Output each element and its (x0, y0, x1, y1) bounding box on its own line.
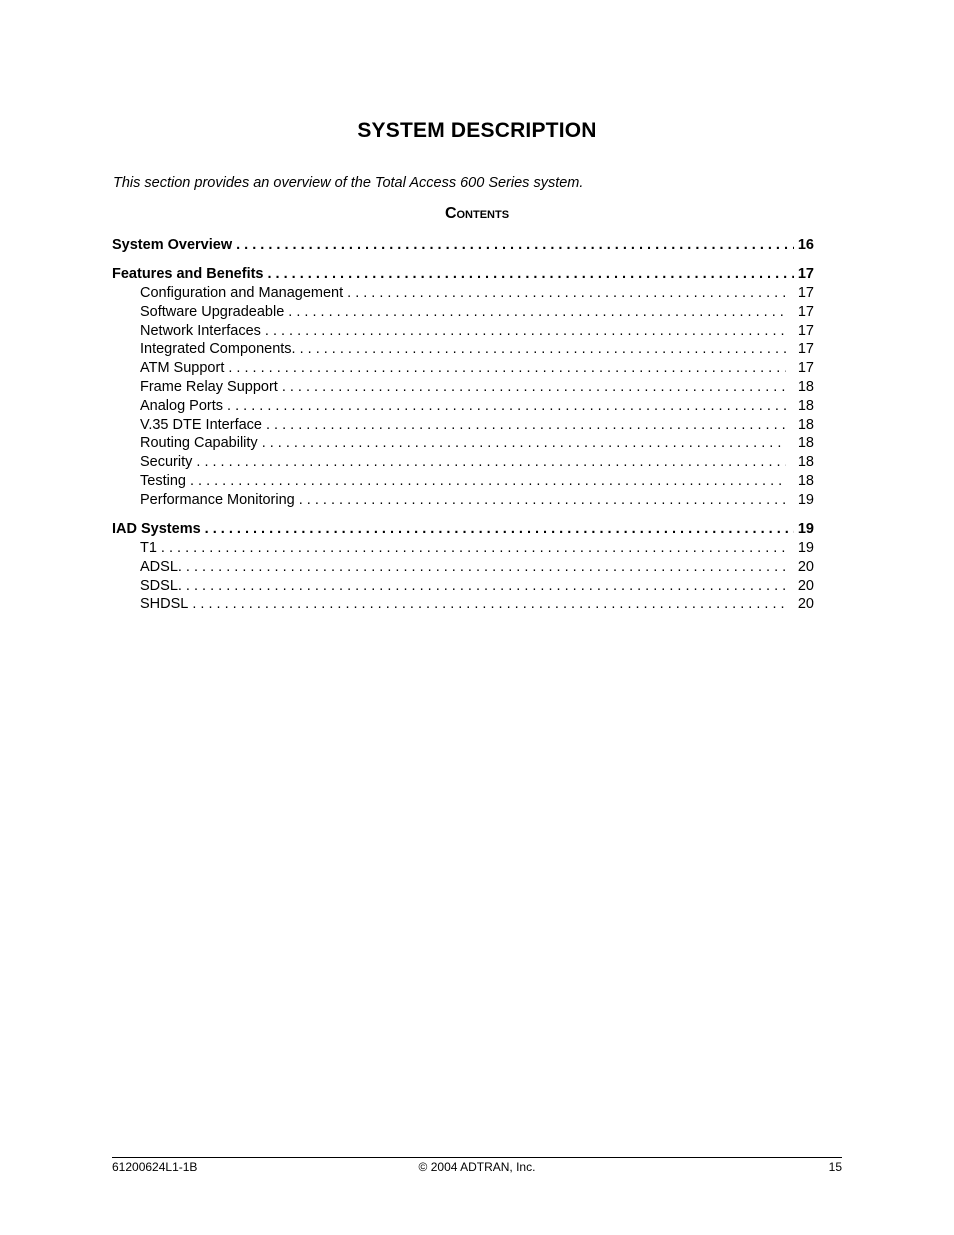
toc-entry-page: 19 (797, 539, 814, 556)
toc-entry-label: SDSL. (140, 577, 182, 594)
toc-spacer (112, 255, 814, 266)
toc-dot-leader (288, 303, 786, 322)
toc-dot-leader (268, 265, 794, 284)
toc-subsection-entry[interactable] (112, 303, 814, 322)
toc-subsection-entry[interactable] (112, 558, 814, 577)
toc-subsection-entry[interactable] (112, 322, 814, 341)
toc-dot-leader (300, 340, 786, 359)
contents-heading: Contents (444, 205, 510, 222)
toc-entry-label: V.35 DTE Interface (140, 416, 262, 433)
toc-entry-label: Frame Relay Support (140, 379, 278, 396)
toc-dot-leader (228, 359, 786, 378)
toc-entry-page: 19 (797, 491, 814, 508)
toc-subsection-entry[interactable] (112, 284, 814, 303)
toc-dot-leader (347, 284, 786, 303)
toc-entry-label: Configuration and Management (140, 285, 344, 302)
footer-page-number: 15 (828, 1160, 842, 1174)
toc-dot-leader (227, 397, 786, 416)
toc-entry-label: IAD Systems (112, 521, 201, 538)
toc-entry-label: Network Interfaces (140, 322, 261, 339)
toc-subsection-entry[interactable] (112, 595, 814, 614)
toc-entry-page: 18 (797, 397, 814, 414)
toc-entry-page: 18 (797, 473, 814, 490)
toc-entry-label: System Overview (112, 237, 233, 253)
toc-entry-label: Integrated Components. (140, 341, 296, 358)
toc-subsection-entry[interactable] (112, 340, 814, 359)
page-footer (112, 1160, 842, 1174)
toc-dot-leader (262, 434, 786, 453)
toc-entry-page: 16 (797, 237, 814, 253)
page-title: SYSTEM DESCRIPTION (357, 119, 597, 142)
toc-entry-label: SHDSL (140, 596, 189, 613)
toc-dot-leader (265, 322, 786, 341)
toc-dot-leader (192, 595, 786, 614)
toc-dot-leader (190, 472, 786, 491)
toc-entry-page: 18 (797, 379, 814, 396)
toc-subsection-entry[interactable] (112, 472, 814, 491)
footer-doc-number: 61200624L1-1B (112, 1160, 198, 1174)
toc-entry-page: 17 (797, 341, 814, 358)
toc-section-entry[interactable] (112, 520, 814, 539)
toc-dot-leader (236, 236, 794, 255)
table-of-contents (112, 236, 814, 614)
toc-section-entry[interactable] (112, 265, 814, 284)
toc-entry-page: 17 (797, 360, 814, 377)
toc-entry-page: 17 (797, 266, 814, 283)
toc-entry-label: Software Upgradeable (140, 303, 285, 320)
toc-entry-label: Performance Monitoring (140, 491, 295, 508)
toc-entry-page: 20 (797, 596, 814, 613)
intro-text: This section provides an overview of the Total Access 600 Series system. (113, 175, 584, 191)
toc-entry-label: ADSL. (140, 558, 182, 575)
toc-entry-label: T1 (140, 539, 157, 556)
toc-entry-page: 18 (797, 416, 814, 433)
toc-subsection-entry[interactable] (112, 416, 814, 435)
toc-dot-leader (196, 453, 785, 472)
toc-subsection-entry[interactable] (112, 378, 814, 397)
toc-entry-page: 18 (797, 454, 814, 471)
toc-subsection-entry[interactable] (112, 434, 814, 453)
toc-subsection-entry[interactable] (112, 539, 814, 558)
toc-dot-leader (186, 558, 786, 577)
toc-subsection-entry[interactable] (112, 577, 814, 596)
toc-entry-page: 19 (797, 521, 814, 538)
toc-dot-leader (205, 520, 794, 539)
toc-entry-page: 20 (797, 558, 814, 575)
toc-entry-label: Security (140, 454, 193, 471)
toc-entry-page: 17 (797, 285, 814, 302)
footer-copyright: © 2004 ADTRAN, Inc. (418, 1160, 536, 1174)
toc-subsection-entry[interactable] (112, 453, 814, 472)
toc-entry-page: 17 (797, 322, 814, 339)
toc-entry-label: Testing (140, 473, 186, 490)
toc-subsection-entry[interactable] (112, 359, 814, 378)
toc-subsection-entry[interactable] (112, 397, 814, 416)
toc-entry-label: Analog Ports (140, 397, 224, 414)
toc-spacer (112, 510, 814, 521)
toc-entry-label: Routing Capability (140, 435, 258, 452)
toc-entry-page: 18 (797, 435, 814, 452)
toc-subsection-entry[interactable] (112, 491, 814, 510)
toc-entry-label: ATM Support (140, 360, 225, 377)
toc-dot-leader (161, 539, 786, 558)
toc-dot-leader (282, 378, 786, 397)
toc-entry-label: Features and Benefits (112, 266, 264, 283)
toc-section-entry[interactable] (112, 236, 814, 255)
footer-divider (112, 1157, 842, 1158)
toc-entry-page: 17 (797, 303, 814, 320)
toc-dot-leader (299, 491, 786, 510)
toc-entry-page: 20 (797, 577, 814, 594)
toc-dot-leader (186, 577, 786, 596)
toc-dot-leader (266, 416, 786, 435)
